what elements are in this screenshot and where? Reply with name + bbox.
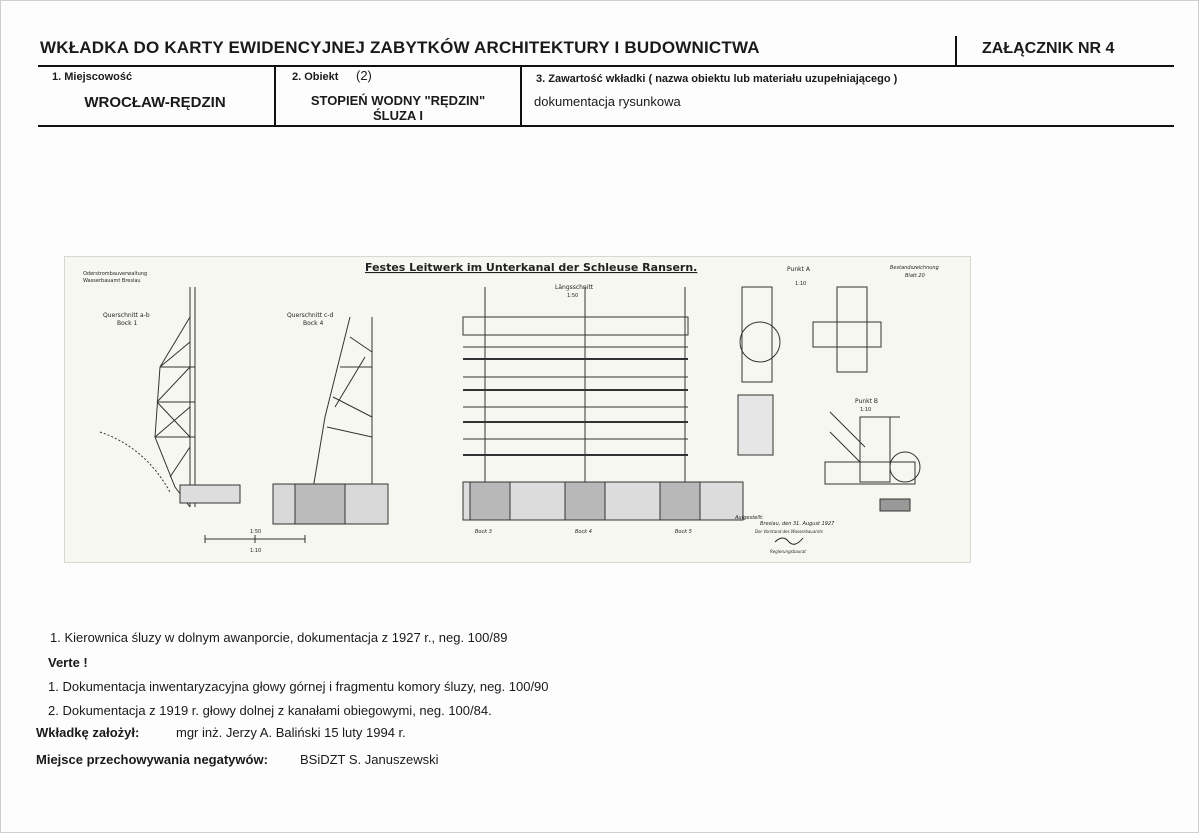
note-item-2: 1. Dokumentacja inwentaryzacyjna głowy górnej i fragmentu komory śluzy, neg. 100/90 <box>48 679 549 694</box>
content-label: 3. Zawartość wkładki ( nazwa obiektu lub materiału uzupełniającego ) <box>536 73 898 85</box>
punkt-a-scale: 1:10 <box>795 281 807 287</box>
technical-drawing <box>64 256 971 563</box>
drawn-label: Aufgestellt: <box>735 515 764 521</box>
scale-bar-label-2: 1:10 <box>250 548 262 554</box>
verte-label: Verte ! <box>48 655 88 670</box>
drawing-title: Festes Leitwerk im Unterkanal der Schleuse Ransern. <box>365 261 698 274</box>
sheet-line2: Blatt 20 <box>905 273 925 279</box>
authority-line: Der Vorstand des Wasserbauamts <box>755 529 823 534</box>
bock3-label: Bock 3 <box>475 529 492 535</box>
field-divider-1 <box>274 65 276 126</box>
place-label: 1. Miejscowość <box>52 71 133 83</box>
object-value-line2: ŚLUZA I <box>372 108 424 123</box>
longitudinal-scale: 1:50 <box>567 293 579 299</box>
bock1-label: Bock 1 <box>117 320 138 327</box>
sheet-line1: Bestandszeichnung <box>890 265 939 271</box>
founded-value: mgr inż. Jerzy A. Baliński 15 luty 1994 r. <box>176 725 406 740</box>
bock5-label: Bock 5 <box>675 529 692 535</box>
office-line2: Wasserbauamt Breslau <box>83 278 141 284</box>
punkt-b-scale: 1:10 <box>860 407 872 413</box>
object-value-line1: STOPIEŃ WODNY "RĘDZIN" <box>310 93 486 108</box>
form-title: WKŁADKA DO KARTY EWIDENCYJNEJ ZABYTKÓW ARCHITEKTURY I BUDOWNICTWA <box>40 38 760 57</box>
bock4-label: Bock 4 <box>303 320 324 327</box>
rule-top <box>38 65 1174 67</box>
content-value: dokumentacja rysunkowa <box>534 94 681 109</box>
punkt-a-label: Punkt A <box>787 266 810 273</box>
note-item-1: 1. Kierownica śluzy w dolnym awanporcie, dokumentacja z 1927 r., neg. 100/89 <box>50 630 508 645</box>
section-cd-label: Querschnitt c-d <box>287 312 334 319</box>
object-number: (2) <box>356 68 372 83</box>
bock4b-label: Bock 4 <box>575 529 592 535</box>
rule-bottom <box>38 125 1174 127</box>
scale-bar-label: 1:50 <box>250 529 262 535</box>
punkt-b-label: Punkt B <box>855 398 878 405</box>
signature-mark <box>775 538 803 544</box>
note-item-3: 2. Dokumentacja z 1919 r. głowy dolnej z kanałami obiegowymi, neg. 100/84. <box>48 703 492 718</box>
signature-role: Regierungsbaurat <box>770 549 806 554</box>
storage-value: BSiDZT S. Januszewski <box>300 752 439 767</box>
date-line: Breslau, den 31. August 1927 <box>760 521 835 527</box>
field-divider-2 <box>520 65 522 126</box>
attachment-number: ZAŁĄCZNIK NR 4 <box>982 40 1115 57</box>
header-divider <box>955 36 957 66</box>
object-label: 2. Obiekt <box>292 71 339 83</box>
office-line1: Oderstrombauverwaltung <box>83 271 148 277</box>
drawing-svg <box>65 257 970 562</box>
place-value: WROCŁAW-RĘDZIN <box>84 94 226 111</box>
founded-label: Wkładkę założył: <box>36 725 140 740</box>
section-ab-label: Querschnitt a-b <box>103 312 150 319</box>
storage-label: Miejsce przechowywania negatywów: <box>36 752 268 767</box>
longitudinal-label: Längsschnitt <box>555 284 594 291</box>
